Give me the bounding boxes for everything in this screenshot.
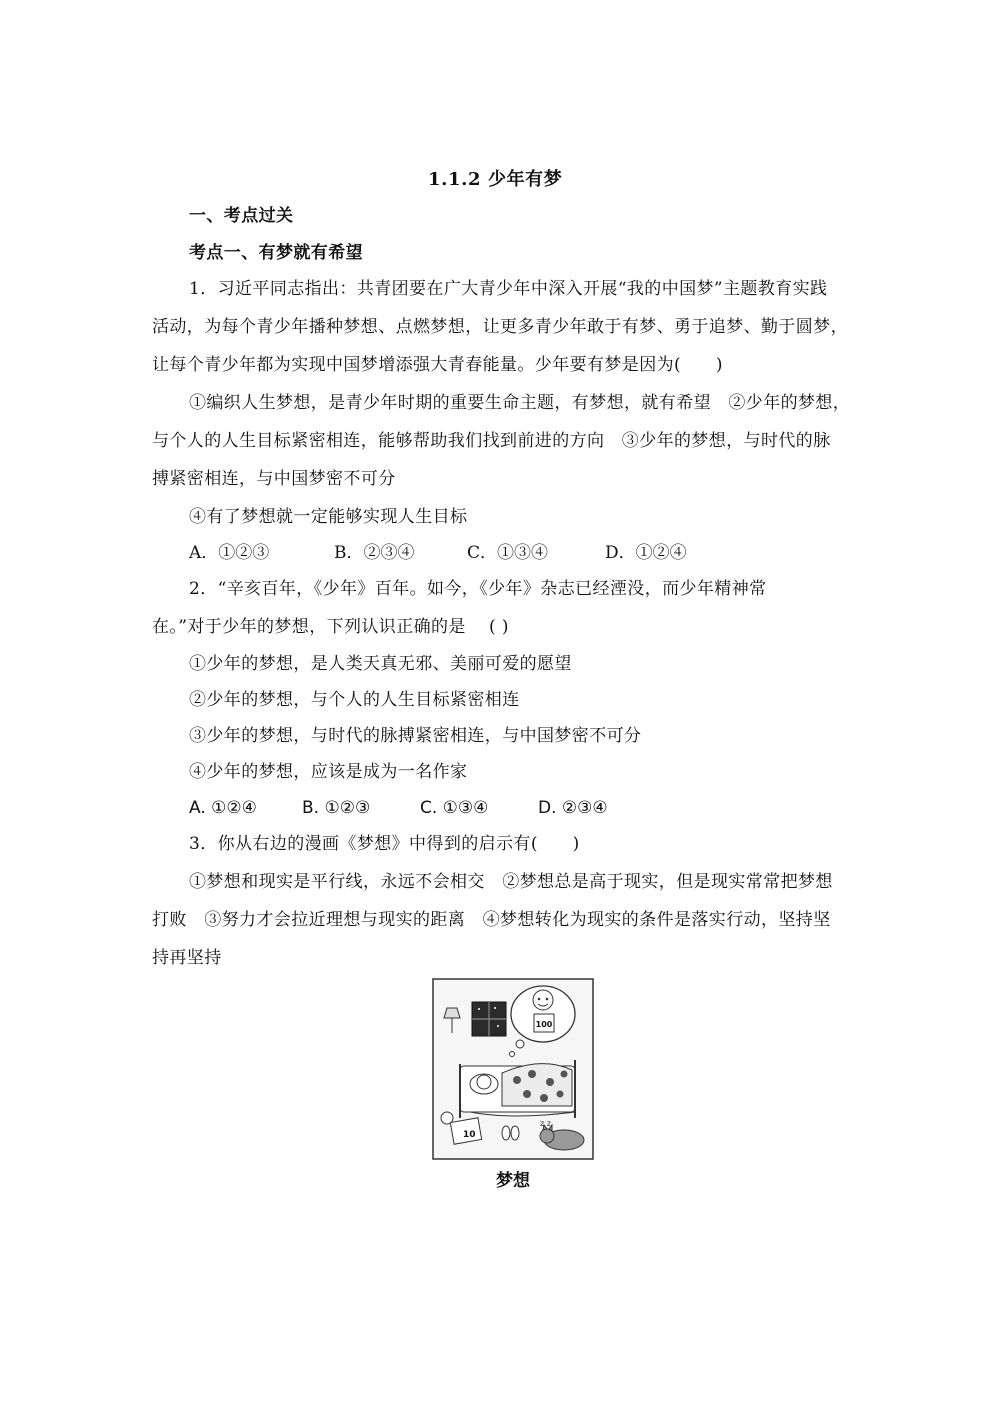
dream-cartoon-figure: [432, 978, 594, 1190]
subsection-heading: 考点一、有梦就有希望: [189, 243, 363, 263]
q3-item-line: 打败 ③努力才会拉近理想与现实的距离 ④梦想转化为现实的条件是落实行动，坚持坚: [152, 910, 831, 930]
q2-option-c: C. ①③④: [420, 798, 489, 818]
q1-option-d: D．①②④: [605, 543, 687, 563]
page-title: 1.1.2 少年有梦: [428, 169, 563, 190]
q2-option-d: D. ②③④: [538, 798, 608, 818]
q2-item: ③少年的梦想，与时代的脉搏紧密相连，与中国梦密不可分: [189, 726, 642, 746]
q2-item: ④少年的梦想，应该是成为一名作家: [189, 762, 468, 782]
cartoon-illustration: [432, 978, 594, 1160]
q1-item-line: ④有了梦想就一定能够实现人生目标: [189, 507, 468, 527]
q2-option-b: B. ①②③: [302, 798, 371, 818]
q3-item-line: ①梦想和现实是平行线，永远不会相交 ②梦想总是高于现实，但是现实常常把梦想: [189, 872, 833, 892]
q1-stem-line: 活动，为每个青少年播种梦想、点燃梦想，让更多青少年敢于有梦、勇于追梦、勤于圆梦，: [152, 317, 848, 337]
bed-icon: [460, 1060, 575, 1118]
q3-item-line: 持再坚持: [152, 948, 222, 968]
window-icon: [472, 1002, 506, 1036]
sleep-z-icon: z z: [540, 1119, 551, 1128]
q1-option-a: A．①②③: [189, 543, 270, 563]
q2-item: ①少年的梦想，是人类天真无邪、美丽可爱的愿望: [189, 654, 572, 674]
section-heading: 一、考点过关: [189, 206, 294, 226]
q1-option-b: B．②③④: [334, 543, 415, 563]
q2-item: ②少年的梦想，与个人的人生目标紧密相连: [189, 690, 520, 710]
real-score-text: 10: [463, 1130, 476, 1140]
figure-caption: 梦想: [496, 1171, 530, 1191]
q1-option-c: C．①③④: [467, 543, 549, 563]
q2-stem-line: 在。”对于少年的梦想，下列认识正确的是 ( ): [152, 617, 509, 637]
clock-icon: [441, 1112, 453, 1124]
q1-item-line: ①编织人生梦想，是青少年时期的重要生命主题，有梦想，就有希望 ②少年的梦想，: [189, 393, 851, 413]
q1-stem-line: 1．习近平同志指出：共青团要在广大青少年中深入开展“我的中国梦”主题教育实践: [189, 279, 828, 299]
q1-item-line: 与个人的人生目标紧密相连，能够帮助我们找到前进的方向 ③少年的梦想，与时代的脉: [152, 431, 831, 451]
dream-score-text: 100: [535, 1020, 553, 1029]
q1-stem-line: 让每个青少年都为实现中国梦增添强大青春能量。少年要有梦是因为( ): [152, 355, 723, 375]
q2-option-a: A. ①②④: [189, 798, 257, 818]
q1-item-line: 搏紧密相连，与中国梦密不可分: [152, 469, 396, 489]
q3-stem: 3．你从右边的漫画《梦想》中得到的启示有( ): [189, 834, 580, 854]
q2-stem-line: 2．“辛亥百年，《少年》百年。如今，《少年》杂志已经湮没，而少年精神常: [189, 579, 767, 599]
